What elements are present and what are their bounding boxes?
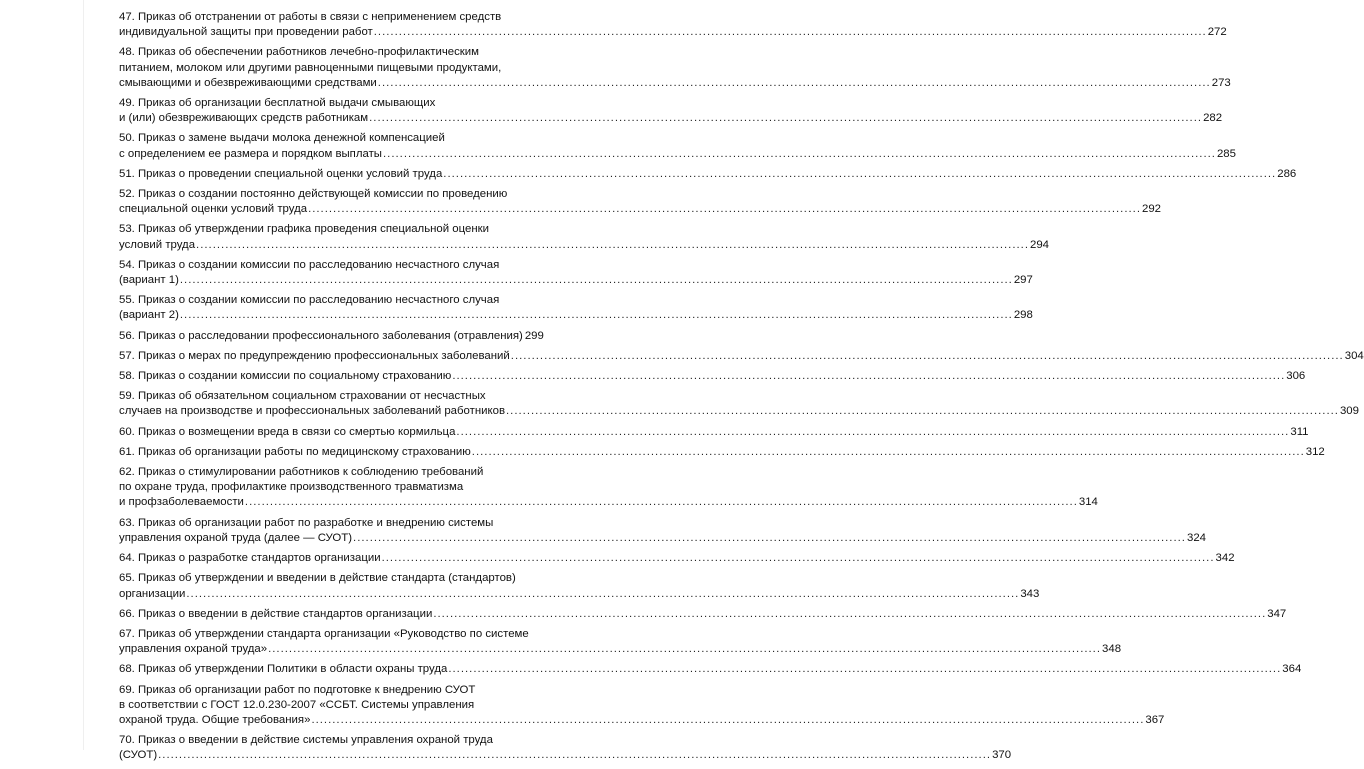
- toc-entry-line: [119, 627, 539, 642]
- toc-entry-last-line: [119, 587, 1040, 602]
- toc-page-number: 314: [1078, 496, 1098, 509]
- toc-entry[interactable]: [119, 425, 1309, 440]
- toc-page-number: 299: [524, 329, 544, 342]
- toc-entry-last-line: [119, 25, 1227, 40]
- toc-entry-line: [119, 258, 539, 273]
- dot-leader: ........................................................................................................................................................................................................: [456, 425, 1290, 438]
- toc-entry-line: [119, 389, 539, 404]
- toc-entry-text: с определением ее размера и порядком выплаты: [119, 147, 382, 160]
- toc-entry-text: 56. Приказ о расследовании профессионального заболевания (отравления): [119, 329, 523, 342]
- toc-entry-last-line: [119, 76, 1231, 91]
- toc-page-number: 273: [1211, 76, 1231, 89]
- toc-page-number: 304: [1344, 349, 1364, 362]
- toc-entry-text: 66. Приказ о введении в действие стандартов организации: [119, 607, 433, 620]
- toc-entry-line: [119, 187, 539, 202]
- toc-entry-text: 65. Приказ об утверждении и введении в действие стандарта (стандартов): [119, 572, 516, 585]
- toc-entry-line: [119, 571, 539, 586]
- toc-entry-line: [119, 480, 539, 495]
- toc-entry-last-line: [119, 369, 1306, 384]
- toc-entry-last-line: [119, 404, 1359, 419]
- toc-page-number: 306: [1286, 370, 1306, 383]
- toc-page-number: 367: [1145, 713, 1165, 726]
- toc-page-number: 282: [1203, 112, 1223, 125]
- toc-page-number: 297: [1013, 274, 1033, 287]
- toc-entry-last-line: [119, 445, 1325, 460]
- toc-entry[interactable]: [119, 187, 1162, 217]
- toc-entry-last-line: [119, 425, 1309, 440]
- toc-entry-text: и профзаболеваемости: [119, 496, 244, 509]
- toc-entry-last-line: [119, 238, 1050, 253]
- dot-leader: ........................................................................................................................................................................................................: [471, 445, 1305, 458]
- dot-leader: ........................................................................................................................................................................................................: [443, 167, 1277, 180]
- toc-entry[interactable]: [119, 607, 1287, 622]
- toc-entry-text: 48. Приказ об обеспечении работников лечебно-профилактическим: [119, 46, 479, 59]
- toc-page-number: 311: [1290, 425, 1309, 438]
- toc-entry-last-line: [119, 308, 1033, 323]
- toc-entry-last-line: [119, 111, 1223, 126]
- toc-entry-text: (СУОТ): [119, 749, 158, 762]
- toc-entry[interactable]: [119, 45, 1231, 91]
- toc-entry-line: [119, 733, 539, 748]
- toc-page-number: 309: [1339, 405, 1359, 418]
- dot-leader: ........................................................................................................................................................................................................: [448, 663, 1282, 676]
- toc-entry[interactable]: [119, 571, 1040, 601]
- toc-page-number: 272: [1207, 26, 1227, 39]
- dot-leader: ........................................................................................................................................................................................................: [311, 713, 1145, 726]
- toc-entry-last-line: [119, 273, 1033, 288]
- toc-entry-text: 55. Приказ о создании комиссии по расследованию несчастного случая: [119, 294, 500, 307]
- toc-entry[interactable]: [119, 349, 1364, 364]
- toc-page-number: 312: [1305, 445, 1325, 458]
- toc-entry[interactable]: [119, 627, 1122, 657]
- toc-entry-last-line: [119, 642, 1122, 657]
- toc-entry-last-line: [119, 748, 1012, 763]
- dot-leader: ........................................................................................................................................................................................................: [179, 309, 1013, 322]
- toc-entry[interactable]: [119, 258, 1033, 288]
- toc-entry-text: 54. Приказ о создании комиссии по расследованию несчастного случая: [119, 258, 500, 271]
- toc-entry-text: 49. Приказ об организации бесплатной выдачи смывающих: [119, 97, 436, 110]
- dot-leader: ........................................................................................................................................................................................................: [510, 349, 1344, 362]
- toc-entry-last-line: [119, 167, 1297, 182]
- toc-entry-last-line: [119, 329, 544, 344]
- toc-page-number: 324: [1186, 531, 1206, 544]
- toc-page-number: 364: [1282, 663, 1302, 676]
- page-binding-edge: [83, 0, 84, 750]
- toc-entry-text: 62. Приказ о стимулировании работников к соблюдению требований: [119, 466, 484, 479]
- dot-leader: ........................................................................................................................................................................................................: [506, 405, 1339, 418]
- toc-entry-text: по охране труда, профилактике производственного травматизма: [119, 481, 464, 494]
- dot-leader: ........................................................................................................................................................................................................: [186, 587, 1020, 600]
- toc-entry-text: условий труда: [119, 238, 196, 251]
- toc-page-number: 342: [1215, 552, 1235, 565]
- toc-entry-text: 47. Приказ об отстранении от работы в связи с неприменением средств: [119, 11, 502, 23]
- dot-leader: ........................................................................................................................................................................................................: [381, 552, 1215, 565]
- toc-entry-text: 61. Приказ об организации работы по медицинскому страхованию: [119, 445, 471, 458]
- toc-entry-last-line: [119, 202, 1162, 217]
- toc-entry-text: и (или) обезвреживающих средств работникам: [119, 112, 369, 125]
- toc-entry-text: 68. Приказ об утверждении Политики в области охраны труда: [119, 663, 448, 676]
- toc-entry-line: [119, 293, 539, 308]
- toc-entry-text: 63. Приказ об организации работ по разработке и внедрению системы: [119, 516, 494, 529]
- toc-entry-line: [119, 465, 539, 480]
- toc-entry[interactable]: [119, 445, 1325, 460]
- toc-entry[interactable]: [119, 131, 1236, 161]
- toc-entry-text: 64. Приказ о разработке стандартов организации: [119, 552, 381, 565]
- toc-entry-text: 67. Приказ об утверждении стандарта организации «Руководство по системе: [119, 627, 529, 640]
- toc-entry-text: охраной труда. Общие требования»: [119, 713, 311, 726]
- toc-entry-text: питанием, молоком или другими равноценными пищевыми продуктами,: [119, 61, 502, 74]
- toc-entry-line: [119, 683, 539, 698]
- toc-entry-line: [119, 10, 539, 25]
- toc-entry-text: (вариант 1): [119, 274, 179, 287]
- dot-leader: ........................................................................................................................................................................................................: [373, 26, 1207, 39]
- toc-page-number: 286: [1277, 167, 1297, 180]
- toc-entry-text: 53. Приказ об утверждении графика проведения специальной оценки: [119, 223, 489, 236]
- toc-entry-text: смывающими и обезвреживающими средствами: [119, 76, 377, 89]
- dot-leader: ........................................................................................................................................................................................................: [244, 496, 1078, 509]
- toc-page-number: 370: [992, 749, 1012, 762]
- toc-entry-text: специальной оценки условий труда: [119, 203, 308, 216]
- toc-entry-text: 70. Приказ о введении в действие системы управления охраной труда: [119, 734, 493, 747]
- toc-entry[interactable]: [119, 683, 1165, 729]
- toc-entry-line: [119, 61, 539, 76]
- toc-entry-text: 51. Приказ о проведении специальной оценки условий труда: [119, 167, 443, 180]
- toc-entry[interactable]: [119, 167, 1297, 182]
- toc-entry[interactable]: [119, 222, 1050, 252]
- toc-entry-last-line: [119, 531, 1206, 546]
- toc-entry-last-line: [119, 713, 1165, 728]
- toc-page-number: 347: [1267, 607, 1287, 620]
- table-of-contents: [119, 10, 1364, 769]
- toc-entry-last-line: [119, 551, 1235, 566]
- toc-page-number: 348: [1102, 643, 1122, 656]
- toc-entry-line: [119, 222, 539, 237]
- dot-leader: ........................................................................................................................................................................................................: [383, 147, 1216, 160]
- toc-entry-text: управления охраной труда»: [119, 643, 268, 656]
- toc-entry-text: 58. Приказ о создании комиссии по социальному страхованию: [119, 370, 452, 383]
- toc-entry[interactable]: [119, 369, 1306, 384]
- toc-entry-text: 60. Приказ о возмещении вреда в связи со смертью кормильца: [119, 425, 456, 438]
- dot-leader: ........................................................................................................................................................................................................: [308, 203, 1142, 216]
- dot-leader: ........................................................................................................................................................................................................: [433, 607, 1267, 620]
- toc-page-number: 343: [1020, 587, 1040, 600]
- toc-entry-text: 69. Приказ об организации работ по подготовке к внедрению СУОТ: [119, 683, 476, 696]
- toc-entry-text: индивидуальной защиты при проведении работ: [119, 26, 373, 39]
- toc-entry[interactable]: [119, 329, 544, 344]
- toc-entry-text: 59. Приказ об обязательном социальном страховании от несчастных: [119, 390, 486, 403]
- toc-entry-last-line: [119, 662, 1302, 677]
- dot-leader: ........................................................................................................................................................................................................: [369, 112, 1203, 125]
- toc-entry-last-line: [119, 607, 1287, 622]
- dot-leader: ........................................................................................................................................................................................................: [268, 643, 1102, 656]
- toc-entry-text: в соответствии с ГОСТ 12.0.230-2007 «ССБТ. Системы управления: [119, 698, 475, 711]
- toc-entry[interactable]: [119, 551, 1235, 566]
- toc-entry[interactable]: [119, 465, 1098, 511]
- toc-entry-line: [119, 698, 539, 713]
- toc-entry-text: случаев на производстве и профессиональных заболеваний работников: [119, 405, 505, 418]
- toc-entry-text: организации: [119, 587, 186, 600]
- toc-page-number: 292: [1142, 203, 1162, 216]
- toc-entry-text: 57. Приказ о мерах по предупреждению профессиональных заболеваний: [119, 349, 510, 362]
- dot-leader: ........................................................................................................................................................................................................: [196, 238, 1029, 251]
- toc-entry-text: управления охраной труда (далее — СУОТ): [119, 531, 353, 544]
- toc-entry-text: 52. Приказ о создании постоянно действующей комиссии по проведению: [119, 188, 508, 201]
- toc-entry[interactable]: [119, 10, 1227, 40]
- toc-entry-last-line: [119, 147, 1236, 162]
- dot-leader: ........................................................................................................................................................................................................: [353, 531, 1186, 544]
- toc-page-number: 294: [1030, 238, 1050, 251]
- toc-entry[interactable]: [119, 662, 1302, 677]
- toc-entry-line: [119, 45, 539, 60]
- toc-entry[interactable]: [119, 733, 1012, 763]
- toc-entry[interactable]: [119, 96, 1223, 126]
- toc-page-number: 285: [1216, 147, 1236, 160]
- dot-leader: ........................................................................................................................................................................................................: [377, 76, 1211, 89]
- dot-leader: ........................................................................................................................................................................................................: [452, 370, 1286, 383]
- toc-entry-text: 50. Приказ о замене выдачи молока денежной компенсацией: [119, 132, 445, 145]
- dot-leader: ........................................................................................................................................................................................................: [179, 274, 1013, 287]
- toc-entry-line: [119, 516, 539, 531]
- toc-entry[interactable]: [119, 516, 1206, 546]
- toc-entry-last-line: [119, 495, 1098, 510]
- dot-leader: ........................................................................................................................................................................................................: [158, 749, 992, 762]
- toc-entry-line: [119, 96, 539, 111]
- toc-entry-last-line: [119, 349, 1364, 364]
- toc-entry[interactable]: [119, 293, 1033, 323]
- toc-entry[interactable]: [119, 389, 1359, 419]
- toc-entry-text: (вариант 2): [119, 309, 179, 322]
- toc-page-number: 298: [1013, 309, 1033, 322]
- toc-entry-line: [119, 131, 539, 146]
